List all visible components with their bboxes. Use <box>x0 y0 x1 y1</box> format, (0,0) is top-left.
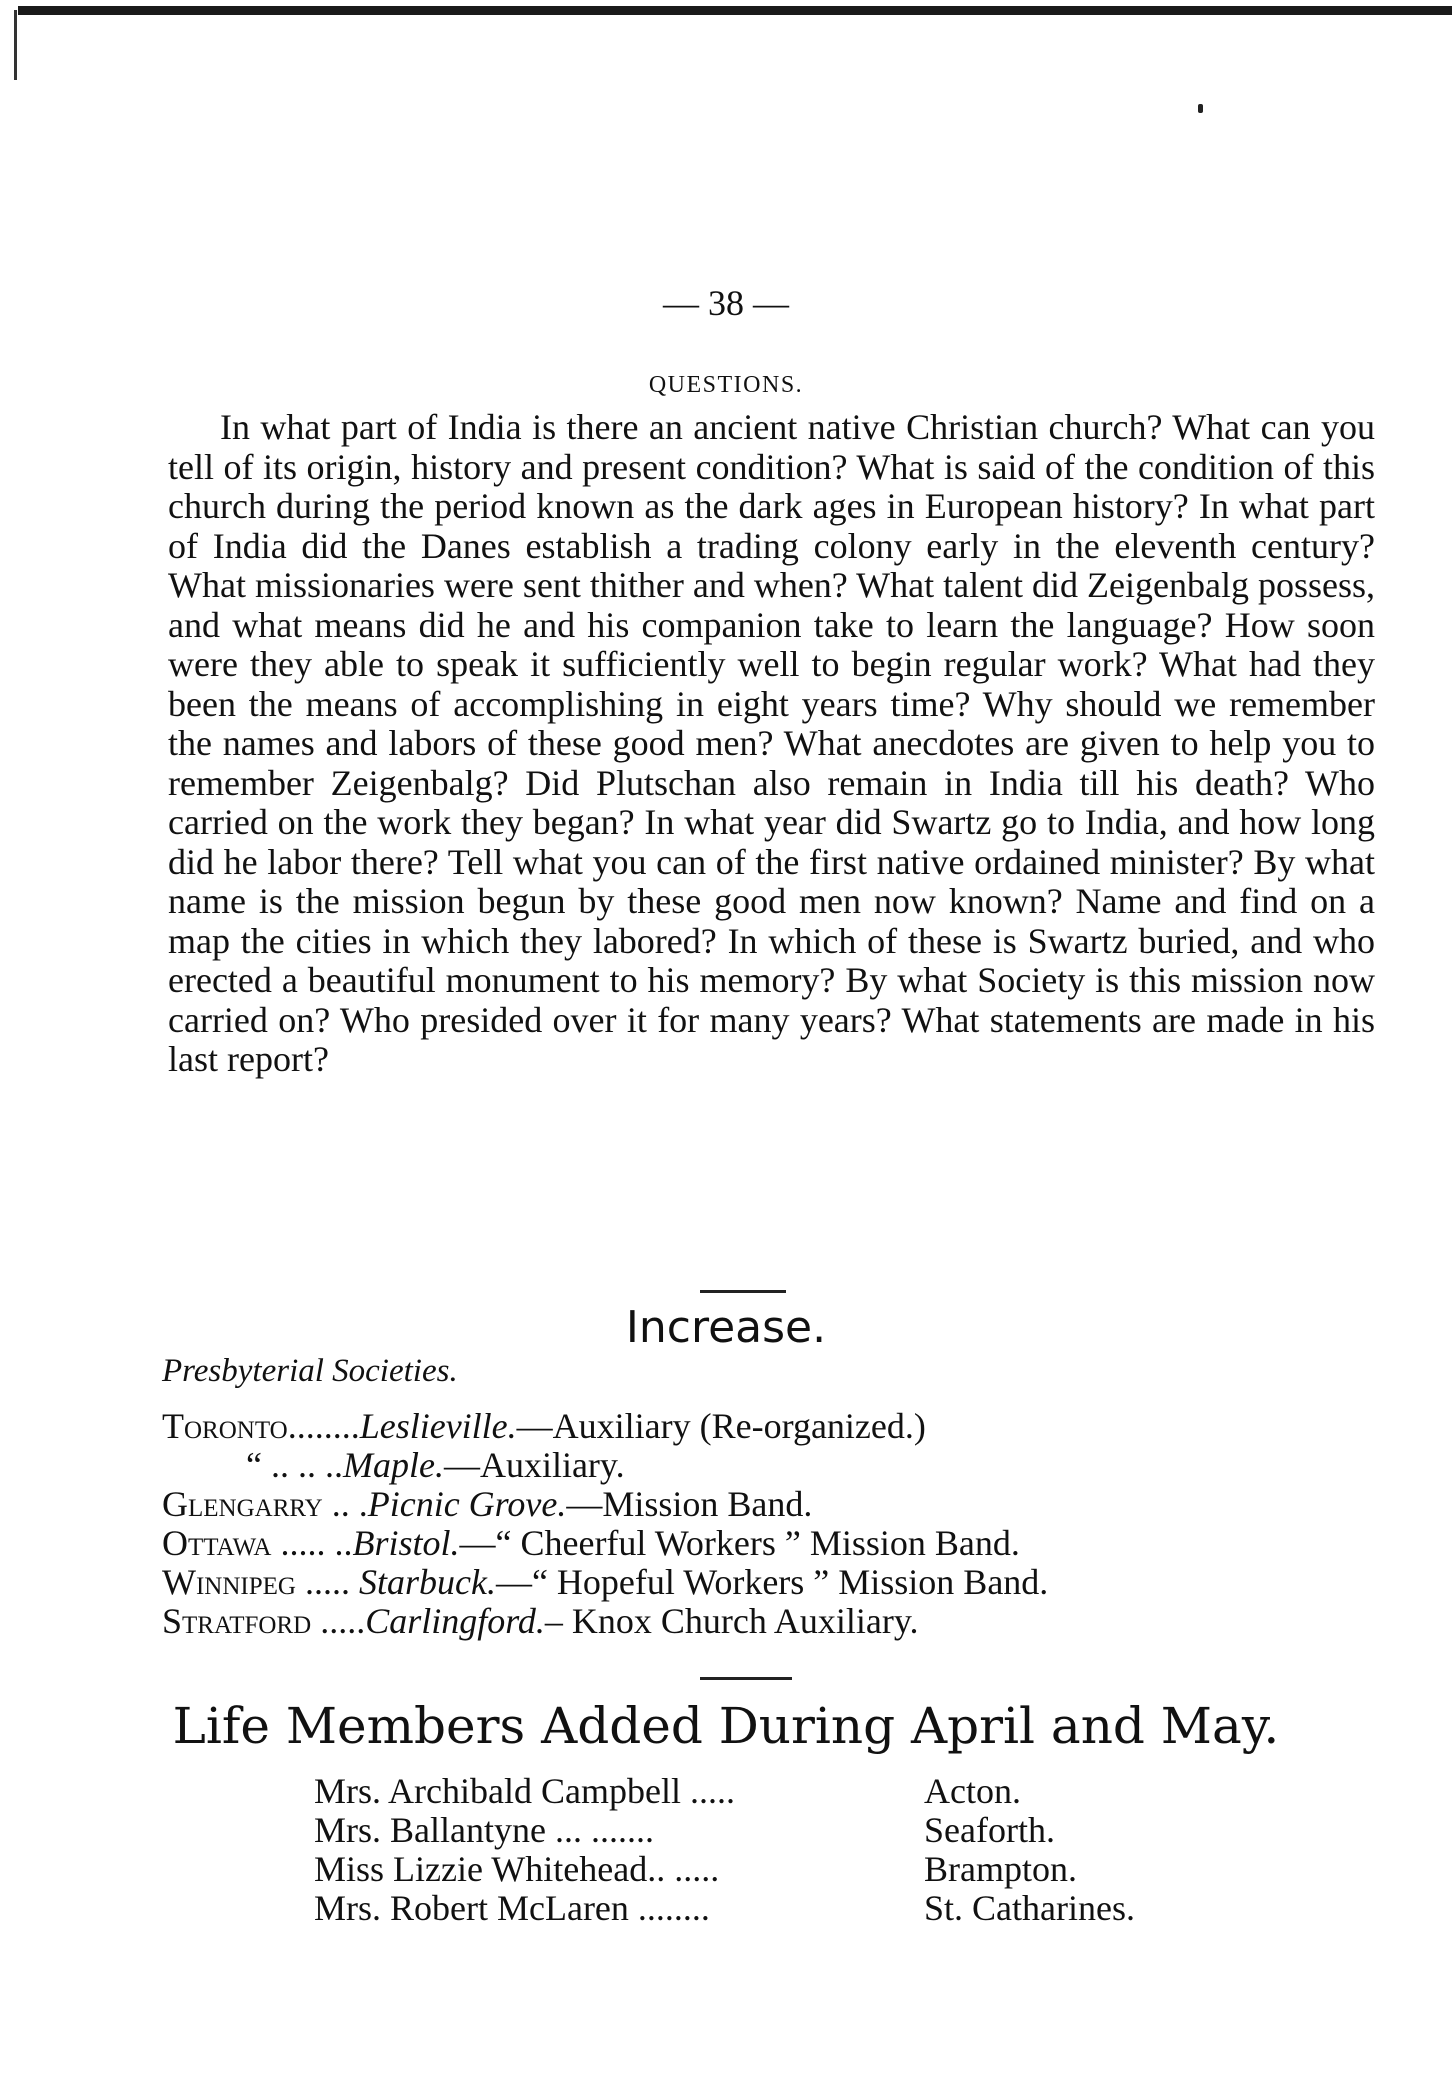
society-row <box>162 1405 926 1447</box>
leader-dots: .. . <box>322 1484 368 1524</box>
society-description: —Mission Band. <box>566 1484 813 1524</box>
member-place: Acton. <box>924 1771 1021 1811</box>
society-town: Leslieville. <box>359 1406 517 1446</box>
questions-heading: QUESTIONS. <box>648 372 804 398</box>
top-border-rule <box>18 6 1452 15</box>
section-divider <box>700 1677 792 1680</box>
presbytery-name: Glengarry <box>162 1484 323 1524</box>
society-row <box>162 1522 1020 1564</box>
left-border-rule <box>14 10 17 80</box>
presbytery-name: Ottawa <box>162 1523 272 1563</box>
ink-speck <box>1198 104 1203 113</box>
leader-dots: ..... <box>311 1601 366 1641</box>
questions-paragraph: In what part of India is there an ancient native Christian church? What can you tell of its origin, history and present condition? What is said of the condition of this church during the period known as the dark ages in European history? In what part of India did the Danes establish a trading colony early in the eleventh century? What missionaries were sent thither and when? What talent did Zeigenbalg possess, and what means did he and his companion take to learn the language? How soon were they able to speak it sufficiently well to begin regular work? What had they been the means of accomplishing in eight years time? Why should we remember the names and labors of these good men? What anecdotes are given to help you to remember Zeigenbalg? Did Plutschan also remain in India till his death? Who carried on the work they began? In what year did Swartz go to India, and how long did he labor there? Tell what you can of the first native ordained minister? By what name is the mission begun by these good men now known? Name and find on a map the cities in which they labored? In which of these is Swartz buried, and who erected a beautiful monument to his memory? By what Society is this mission now carried on? Who presided over it for many years? What statements are made in his last report? <box>168 407 1376 1079</box>
society-row <box>246 1444 625 1486</box>
society-row <box>162 1600 919 1642</box>
increase-title: Increase. <box>625 1302 827 1353</box>
presbytery-name: Toronto <box>162 1406 288 1446</box>
society-row <box>162 1483 812 1525</box>
society-town: Starbuck. <box>358 1562 496 1602</box>
member-place: Seaforth. <box>924 1810 1055 1850</box>
society-description: —Auxiliary. <box>443 1445 625 1485</box>
society-town: Picnic Grove. <box>367 1484 567 1524</box>
member-row <box>314 1887 1135 1929</box>
member-name: Mrs. Ballantyne ... ....... <box>314 1810 654 1850</box>
leader-dots: ..... .. <box>271 1523 353 1563</box>
life-members-title: Life Members Added During April and May. <box>172 1697 1280 1755</box>
presbytery-name: Winnipeg <box>162 1562 296 1602</box>
society-town: Bristol. <box>352 1523 460 1563</box>
section-divider <box>700 1290 786 1293</box>
presbytery-name: Stratford <box>162 1601 312 1641</box>
member-name: Mrs. Archibald Campbell ..... <box>314 1771 735 1811</box>
member-name: Mrs. Robert McLaren ........ <box>314 1888 710 1928</box>
society-row <box>162 1561 1048 1603</box>
society-town: Maple. <box>342 1445 444 1485</box>
page-number: — 38 — <box>663 283 789 323</box>
leader-dots: ..... <box>295 1562 359 1602</box>
society-town: Carlingford. <box>365 1601 545 1641</box>
presbyterial-societies-subheading: Presbyterial Societies. <box>162 1353 458 1389</box>
presbytery-name: “ <box>246 1445 262 1485</box>
society-description: —Auxiliary (Re-organized.) <box>516 1406 926 1446</box>
member-row <box>314 1848 1077 1890</box>
member-row <box>314 1809 1055 1851</box>
leader-dots: .. .. .. <box>261 1445 343 1485</box>
member-name: Miss Lizzie Whitehead.. ..... <box>314 1849 720 1889</box>
member-place: St. Catharines. <box>924 1888 1135 1928</box>
leader-dots: ........ <box>287 1406 360 1446</box>
society-description: —“ Hopeful Workers ” Mission Band. <box>495 1562 1049 1602</box>
society-description: —“ Cheerful Workers ” Mission Band. <box>459 1523 1020 1563</box>
member-place: Brampton. <box>924 1849 1077 1889</box>
member-row <box>314 1770 1021 1812</box>
society-description: – Knox Church Auxiliary. <box>544 1601 919 1641</box>
